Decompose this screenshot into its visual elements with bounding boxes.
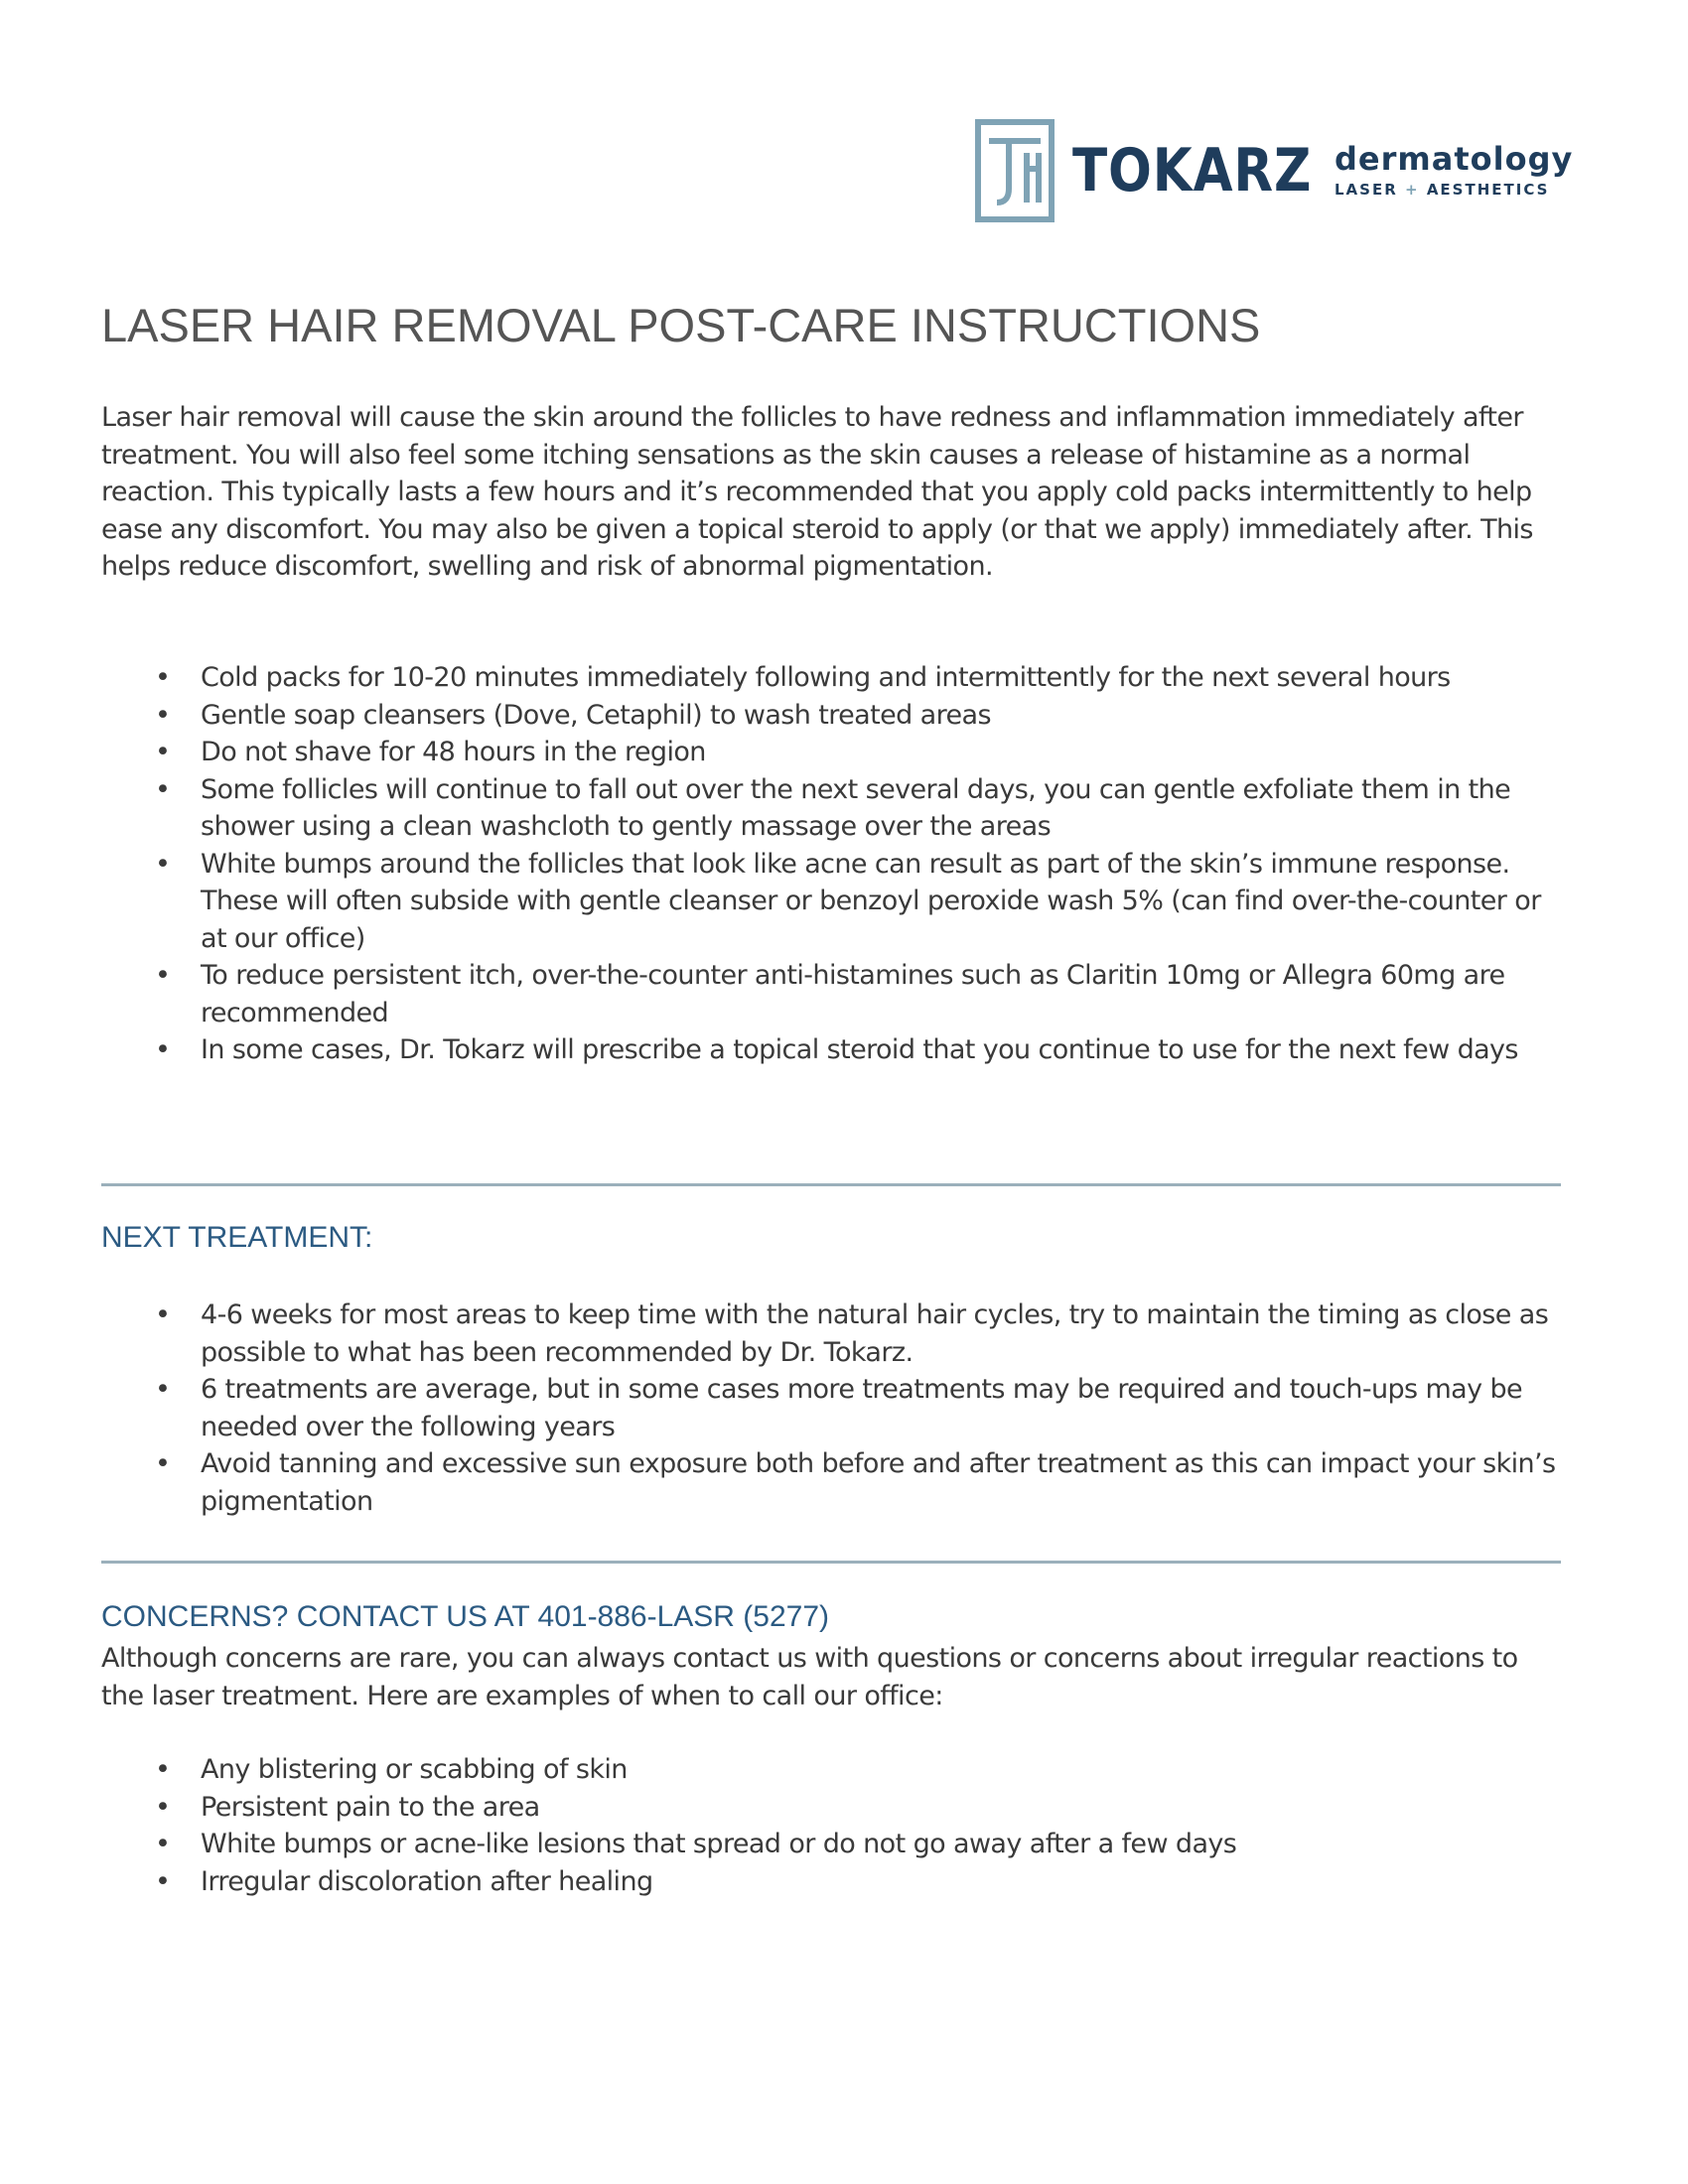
logo-monogram-icon <box>975 119 1055 222</box>
bullet-icon: • <box>155 848 171 880</box>
next-treatment-list <box>101 1297 1561 1520</box>
page-title: LASER HAIR REMOVAL POST-CARE INSTRUCTIONS <box>101 299 1261 351</box>
list-item: • Gentle soap cleansers (Dove, Cetaphil) to wash treated areas <box>101 697 1561 735</box>
logo-dermatology: dermatology <box>1335 140 1574 178</box>
logo-aesthetics: AESTHETICS <box>1426 181 1550 199</box>
list-item: • 4-6 weeks for most areas to keep time with the natural hair cycles, try to maintain the timing as close as possible to what has been recommended by Dr. Tokarz. <box>101 1297 1561 1371</box>
next-treatment-heading: NEXT TREATMENT: <box>101 1221 373 1254</box>
concerns-list <box>101 1751 1561 1900</box>
logo-plus: + <box>1405 181 1420 199</box>
list-item: • Do not shave for 48 hours in the region <box>101 734 1561 771</box>
logo-laser-aesthetics <box>1335 181 1573 199</box>
bullet-icon: • <box>155 1829 171 1859</box>
bullet-icon: • <box>155 1754 171 1785</box>
list-item: • Irregular discoloration after healing <box>101 1863 1561 1901</box>
list-item: • Persistent pain to the area <box>101 1789 1561 1827</box>
list-item: • Some follicles will continue to fall out over the next several days, you can gentle exfoliate them in the shower using a clean washcloth to gently massage over the areas <box>101 771 1561 846</box>
bullet-icon: • <box>155 1448 171 1479</box>
list-item: • In some cases, Dr. Tokarz will prescribe a topical steroid that you continue to use for the next few days <box>101 1031 1561 1069</box>
logo-laser: LASER <box>1335 181 1398 199</box>
list-item: • Cold packs for 10-20 minutes immediately following and intermittently for the next several hours <box>101 659 1561 697</box>
bullet-icon: • <box>155 699 171 731</box>
bullet-icon: • <box>155 773 171 805</box>
list-item: • Avoid tanning and excessive sun exposure both before and after treatment as this can impact your skin’s pigmentation <box>101 1445 1561 1520</box>
list-item: • To reduce persistent itch, over-the-counter anti-histamines such as Claritin 10mg or Allegra 60mg are recommended <box>101 957 1561 1031</box>
list-item: • White bumps or acne-like lesions that spread or do not go away after a few days <box>101 1826 1561 1863</box>
logo-wordmark <box>1072 136 1574 205</box>
bullet-icon: • <box>155 662 171 693</box>
bullet-icon: • <box>155 1299 171 1330</box>
bullet-icon: • <box>155 737 171 767</box>
bullet-icon: • <box>155 1791 171 1823</box>
section-divider <box>101 1561 1561 1564</box>
logo-brand-name: TOKARZ <box>1072 136 1313 205</box>
list-item: • Any blistering or scabbing of skin <box>101 1751 1561 1789</box>
list-item: • 6 treatments are average, but in some cases more treatments may be required and touch-ups may be needed over the following years <box>101 1371 1561 1445</box>
bullet-icon: • <box>155 1865 171 1897</box>
bullet-icon: • <box>155 1374 171 1405</box>
list-item: • White bumps around the follicles that look like acne can result as part of the skin’s immune response. These will often subside with gentle cleanser or benzoyl peroxide wash 5% (can find over-the-counter or at our office) <box>101 846 1561 958</box>
brand-logo <box>975 119 1573 222</box>
concerns-heading: CONCERNS? CONTACT US AT 401-886-LASR (5277) <box>101 1600 830 1633</box>
bullet-icon: • <box>155 1034 171 1065</box>
aftercare-list <box>101 659 1561 1069</box>
document-page <box>101 0 1574 2184</box>
bullet-icon: • <box>155 960 171 991</box>
logo-tagline <box>1335 140 1574 199</box>
section-divider <box>101 1183 1561 1186</box>
concerns-paragraph: Although concerns are rare, you can always contact us with questions or concerns about irregular reactions to the laser treatment. Here are examples of when to call our office: <box>101 1643 1518 1711</box>
intro-paragraph: Laser hair removal will cause the skin around the follicles to have redness and inflammation immediately after treatment. You will also feel some itching sensations as the skin causes a release of histamine as a normal reaction. This typically lasts a few hours and it’s recommended that you apply cold packs intermittently to help ease any discomfort. You may also be given a topical steroid to apply (or that we apply) immediately after. This helps reduce discomfort, swelling and risk of abnormal pigmentation. <box>101 402 1533 582</box>
